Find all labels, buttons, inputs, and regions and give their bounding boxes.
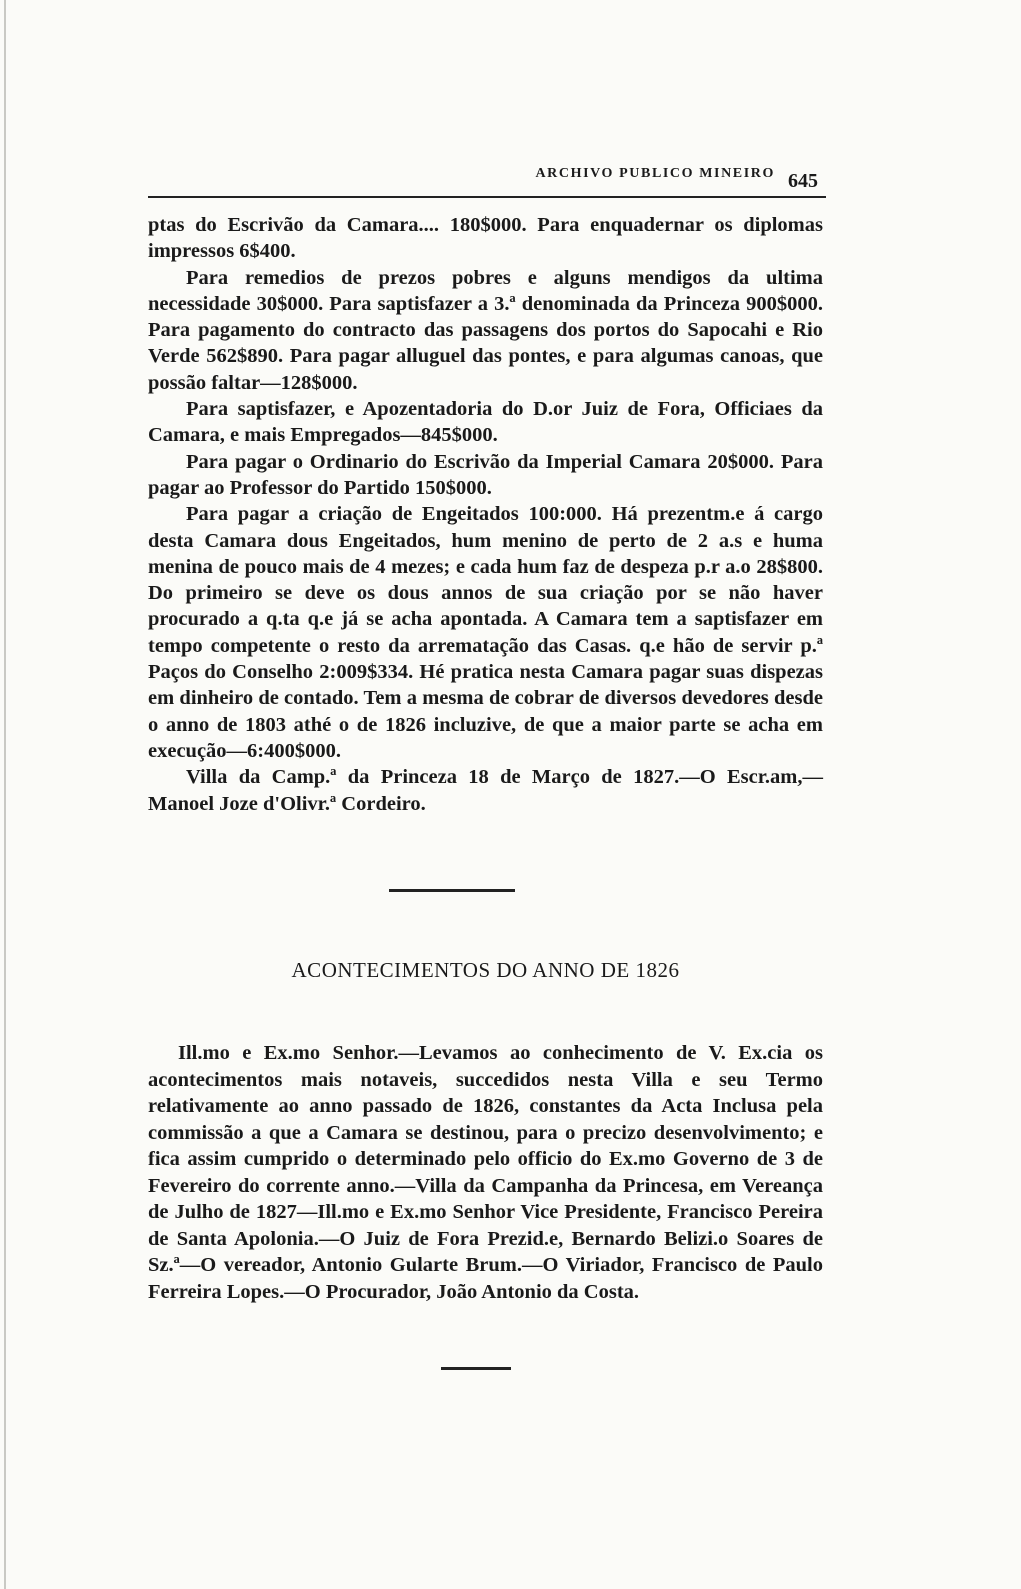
section-paragraph: Ill.mo e Ex.mo Senhor.—Levamos ao conhecimento de V. Ex.cia os acontecimentos mais notaveis, succedidos nesta Villa e seu Termo relativamente ao anno passado de 1826, constantes da Acta Inclusa pela commissão a que a Camara se destinou, para o precizo desenvolvimento; e fica assim cumprido o determinado pelo officio do Ex.mo Governo de 3 de Fevereiro do corrente anno.—Villa da Campanha da Princesa, em Vereança de Julho de 1827—Ill.mo e Ex.mo Senhor Vice Presidente, Francisco Pereira de Santa Apolonia.—O Juiz de Fora Prezid.e, Bernardo Belizi.o Soares de Sz.ª—O vereador, Antonio Gularte Brum.—O Viriador, Francisco de Paulo Ferreira Lopes.—O Procurador, João Antonio da Costa. (148, 1042, 823, 1303)
section-divider (389, 889, 515, 892)
section-body (148, 1040, 823, 1305)
paragraph: Para pagar a criação de Engeitados 100:000. Há prezentm.e á cargo desta Camara dous Engeitados, hum menino de perto de 2 a.s e huma menina de pouco mais de 4 mezes; e cada hum faz de despeza p.r a.o 28$800. Do primeiro se deve os dous annos de sua criação por se não haver procurado a q.ta q.e já se acha apontada. A Camara tem a saptisfazer em tempo competente o resto da arrematação das Casas. q.e hão de servir p.ª Paços do Conselho 2:009$334. Hé pratica nesta Camara pagar suas dispezas em dinheiro de contado. Tem a mesma de cobrar de diversos devedores desde o anno de 1803 athé o de 1826 incluzive, de que a maior parte se acha em execução—6:400$000. (148, 503, 823, 762)
paragraph-continuation: ptas do Escrivão da Camara.... 180$000. Para enquadernar os diplomas impressos 6$400. (148, 214, 823, 263)
end-divider (441, 1367, 511, 1370)
main-text (148, 212, 823, 817)
page-left-edge (4, 0, 6, 1589)
paragraph: Para pagar o Ordinario do Escrivão da Imperial Camara 20$000. Para pagar ao Professor do Partido 150$000. (148, 450, 823, 499)
section-heading: ACONTECIMENTOS DO ANNO DE 1826 (291, 958, 680, 982)
header-rule (148, 196, 826, 198)
paragraph: Para remedios de prezos pobres e alguns mendigos da ultima necessidade 30$000. Para saptisfazer a 3.ª denominada da Princeza 900$000. Para pagamento do contracto das passagens dos portos do Sapocahi e Rio Verde 562$890. Para pagar alluguel das pontes, e para algumas canoas, que possão faltar—128$000. (148, 266, 823, 394)
page-number: 645 (788, 170, 818, 192)
running-header (150, 162, 830, 192)
paragraph: Para saptisfazer, e Apozentadoria do D.or Juiz de Fora, Officiaes da Camara, e mais Empregados—845$000. (148, 398, 823, 447)
header-title: ARCHIVO PUBLICO MINEIRO (535, 166, 775, 181)
signature-paragraph: Villa da Camp.ª da Princeza 18 de Março de 1827.—O Escr.am,—Manoel Joze d'Olivr.ª Cordeiro. (148, 766, 823, 815)
